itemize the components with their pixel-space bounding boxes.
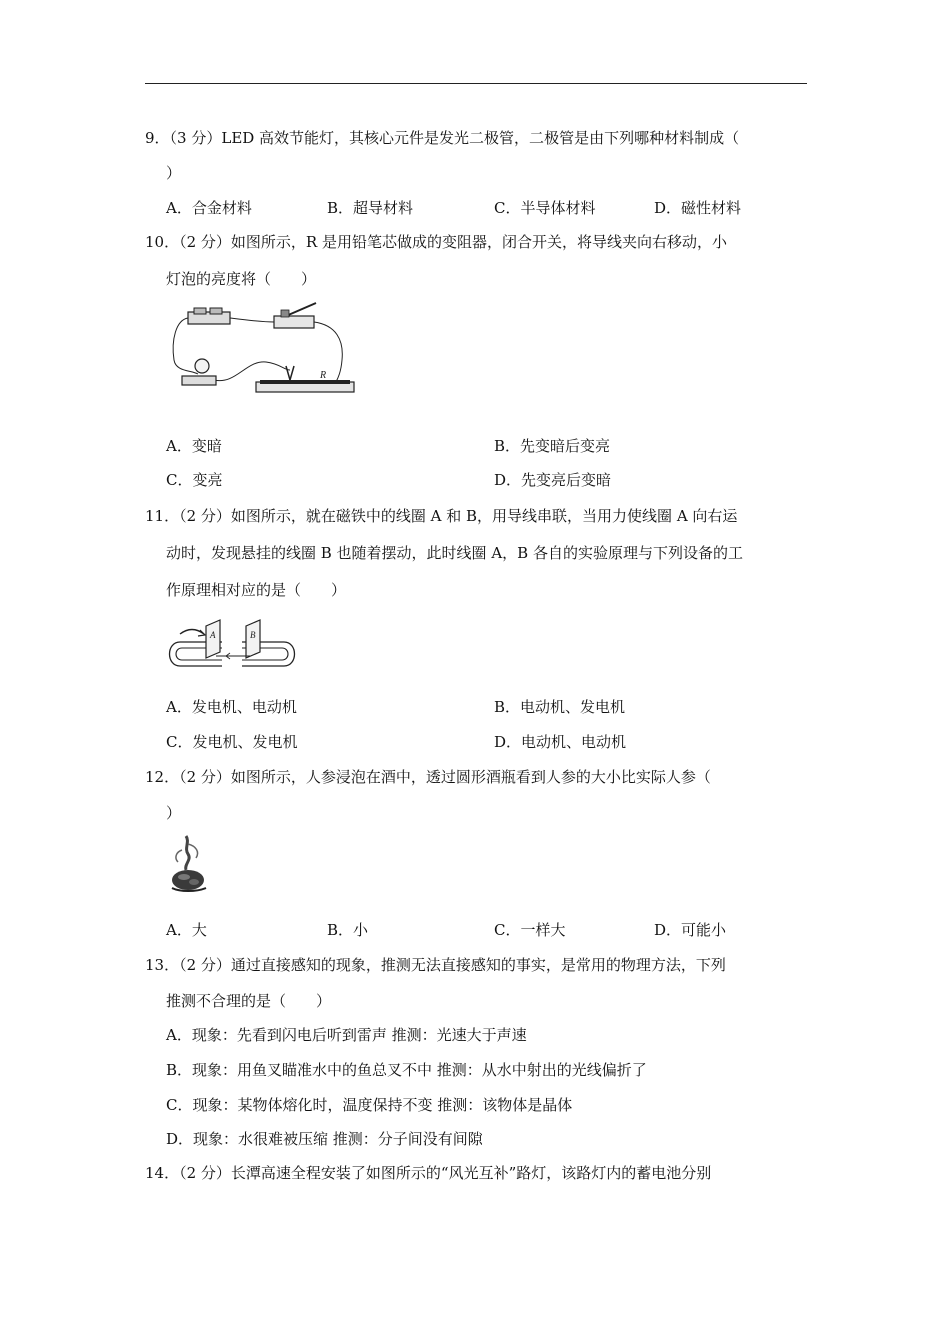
q13-stem-line2: 推测不合理的是（ ） xyxy=(166,992,332,1010)
q11-coil-figure xyxy=(166,612,298,674)
q10-option-b[interactable]: B．先变暗后变亮 xyxy=(494,437,611,455)
q12-ginseng-photo xyxy=(166,832,212,896)
q10-figure-label-r: R xyxy=(320,370,327,381)
q10-option-a[interactable]: A．变暗 xyxy=(166,437,222,455)
q13-option-a[interactable]: A．现象：先看到闪电后听到雷声 推测：光速大于声速 xyxy=(166,1026,527,1044)
q10-stem-line1: 10．（2 分）如图所示，R 是用铅笔芯做成的变阻器，闭合开关，将导线夹向右移动，小 xyxy=(145,233,727,251)
q9-option-c[interactable]: C．半导体材料 xyxy=(494,199,596,217)
q11-option-c[interactable]: C．发电机、发电机 xyxy=(166,733,298,751)
q13-option-b[interactable]: B．现象：用鱼叉瞄准水中的鱼总叉不中 推测：从水中射出的光线偏折了 xyxy=(166,1061,647,1079)
header-rule xyxy=(145,83,807,84)
q13-option-c[interactable]: C．现象：某物体熔化时，温度保持不变 推测：该物体是晶体 xyxy=(166,1096,573,1114)
q12-option-a[interactable]: A．大 xyxy=(166,921,207,939)
q9-option-a[interactable]: A．合金材料 xyxy=(166,199,252,217)
q11-figure-label-b: B xyxy=(250,630,256,640)
q9-option-b[interactable]: B．超导材料 xyxy=(327,199,414,217)
q11-stem-line3: 作原理相对应的是（ ） xyxy=(166,581,347,599)
q12-stem-line1: 12．（2 分）如图所示，人参浸泡在酒中，透过圆形酒瓶看到人参的大小比实际人参（ xyxy=(145,768,711,786)
q12-option-c[interactable]: C．一样大 xyxy=(494,921,566,939)
q12-option-b[interactable]: B．小 xyxy=(327,921,369,939)
q13-option-d[interactable]: D．现象：水很难被压缩 推测：分子间没有间隙 xyxy=(166,1130,483,1148)
q9-stem-line2: ） xyxy=(166,164,182,182)
q10-option-c[interactable]: C．变亮 xyxy=(166,471,223,489)
q11-option-b[interactable]: B．电动机、发电机 xyxy=(494,698,626,716)
q9-option-d[interactable]: D．磁性材料 xyxy=(654,199,742,217)
q13-stem-line1: 13．（2 分）通过直接感知的现象，推测无法直接感知的事实，是常用的物理方法，下列 xyxy=(145,956,726,974)
q11-stem-line1: 11．（2 分）如图所示，就在磁铁中的线圈 A 和 B，用导线串联，当用力使线圈 A 向右运 xyxy=(145,507,738,525)
q10-circuit-figure xyxy=(166,300,356,405)
q14-stem-line1: 14．（2 分）长潭高速全程安装了如图所示的“风光互补”路灯，该路灯内的蓄电池分别 xyxy=(145,1164,712,1182)
q12-option-d[interactable]: D．可能小 xyxy=(654,921,727,939)
q11-option-a[interactable]: A．发电机、电动机 xyxy=(166,698,297,716)
q9-stem-line1: 9．（3 分）LED 高效节能灯，其核心元件是发光二极管，二极管是由下列哪种材料制成（ xyxy=(145,129,740,147)
q12-stem-line2: ） xyxy=(166,804,182,822)
q10-stem-line2: 灯泡的亮度将（ ） xyxy=(166,270,317,288)
q11-figure-label-a: A xyxy=(210,630,216,640)
q10-option-d[interactable]: D．先变亮后变暗 xyxy=(494,471,612,489)
q11-stem-line2: 动时，发现悬挂的线圈 B 也随着摆动，此时线圈 A，B 各自的实验原理与下列设备的工 xyxy=(166,544,743,562)
q11-option-d[interactable]: D．电动机、电动机 xyxy=(494,733,627,751)
